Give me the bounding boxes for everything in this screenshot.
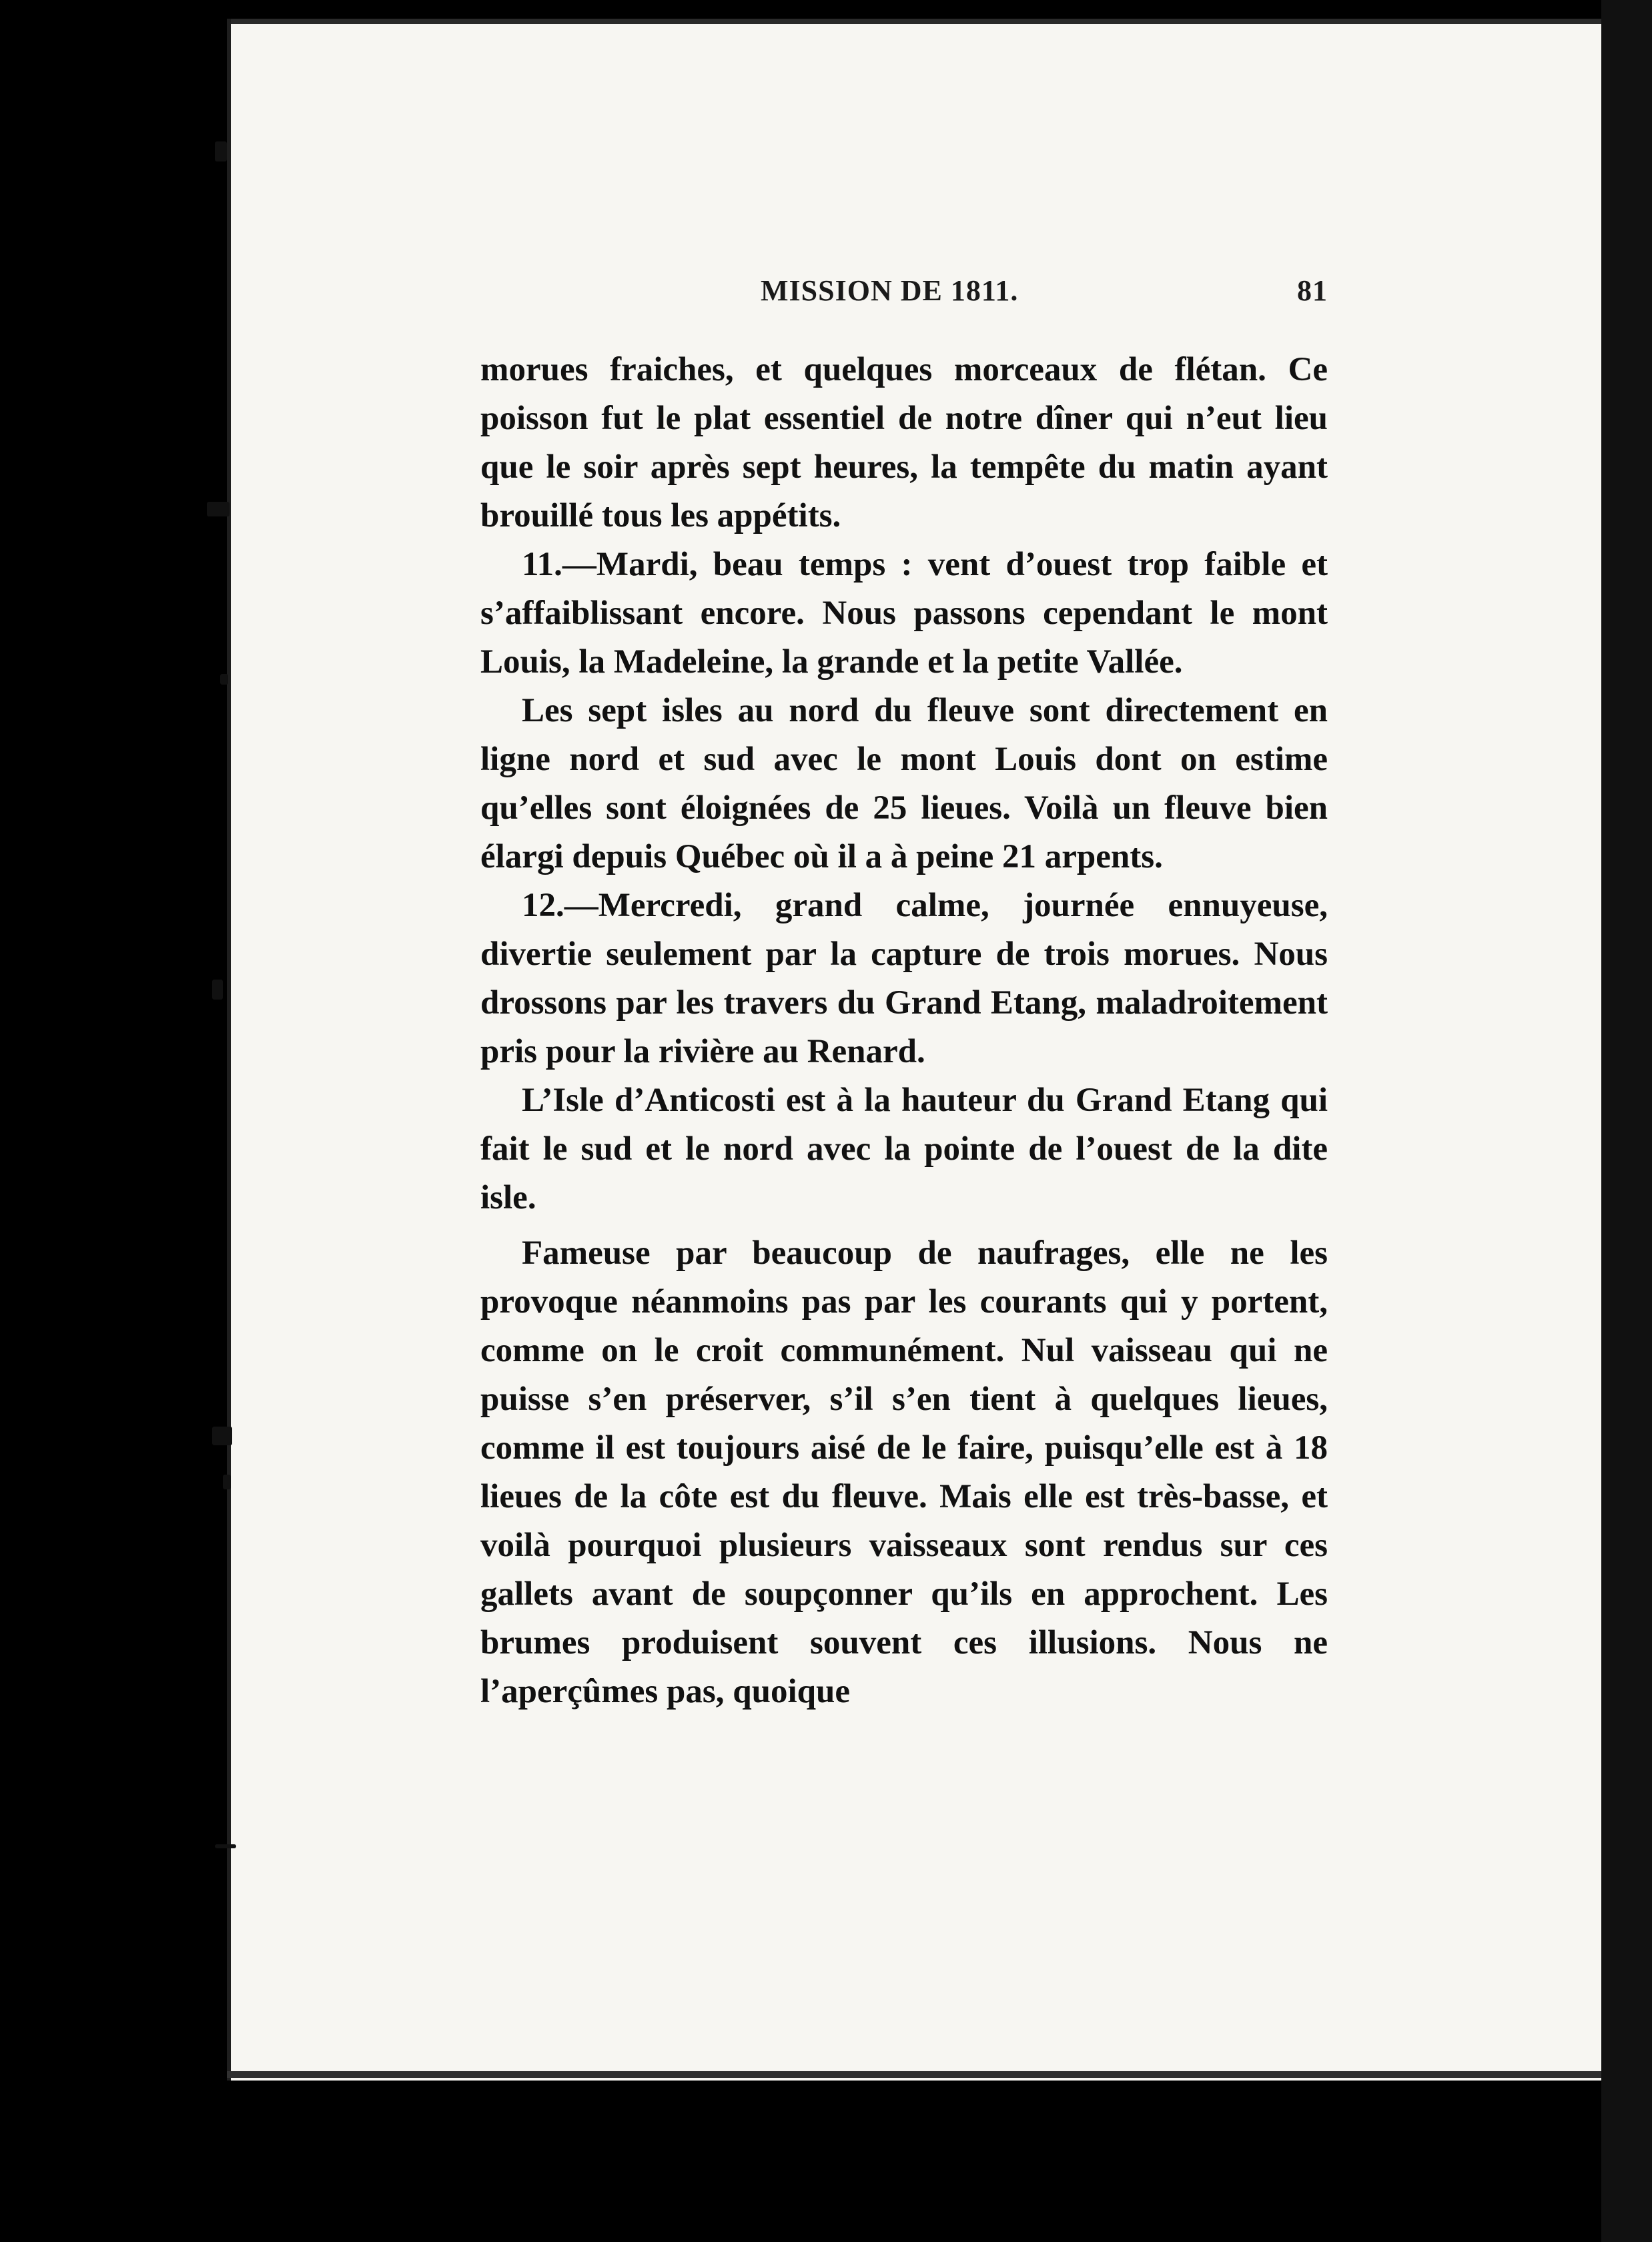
scan-border-bottom	[227, 2071, 1601, 2078]
scan-edge-right	[1601, 0, 1652, 2242]
paragraph: L’Isle d’Anticosti est à la hauteur du Grand Etang qui fait le sud et le nord avec la pointe de l’ouest de la dite isle.	[480, 1082, 1328, 1216]
binding-mark	[212, 980, 223, 1000]
binding-mark	[220, 674, 228, 685]
scan-border-left	[227, 19, 231, 2081]
binding-mark	[212, 1427, 232, 1445]
body-text	[480, 346, 1328, 1716]
binding-mark	[215, 1844, 236, 1848]
binding-mark	[223, 1475, 231, 1489]
paragraph: Les sept isles au nord du fleuve sont directement en ligne nord et sud avec le mont Louis dont on estime qu’elles sont éloignées de 25 lieues. Voilà un fleuve bien élargi depuis Québec où il a à peine 21 arpents.	[480, 692, 1328, 875]
running-title: MISSION DE 1811.	[761, 274, 1019, 307]
binding-mark	[215, 141, 227, 161]
scan-border-top	[227, 19, 1601, 24]
paragraph: morues fraiches, et quelques morceaux de flétan. Ce poisson fut le plat essentiel de notre dîner qui n’eut lieu que le soir après sept heures, la tempête du matin ayant brouillé tous les appétits.	[480, 351, 1328, 534]
paragraph: 11.—Mardi, beau temps : vent d’ouest trop faible et s’affaiblissant encore. Nous passons cependant le mont Louis, la Madeleine, la grande et la petite Vallée.	[480, 546, 1328, 681]
page-number: 81	[1297, 274, 1328, 307]
page-header	[480, 274, 1328, 314]
paragraph: Fameuse par beaucoup de naufrages, elle ne les provoque néanmoins pas par les courants qui y portent, comme on le croit communément. Nul vaisseau qui ne puisse s’en préserver, s’il s’en tient à quelques lieues, comme il est toujours aisé de le faire, puisqu’elle est à 18 lieues de la côte est du fleuve. Mais elle est très-basse, et voilà pourquoi plusieurs vaisseaux sont rendus sur ces gallets avant de soupçonner qu’ils en approchent. Les brumes produisent souvent ces illusions. Nous ne l’aperçûmes pas, quoique	[480, 1234, 1328, 1710]
paragraph: 12.—Mercredi, grand calme, journée ennuyeuse, divertie seulement par la capture de trois morues. Nous drossons par les travers du Grand Etang, maladroitement pris pour la rivière au Renard.	[480, 887, 1328, 1070]
binding-mark	[207, 502, 230, 516]
